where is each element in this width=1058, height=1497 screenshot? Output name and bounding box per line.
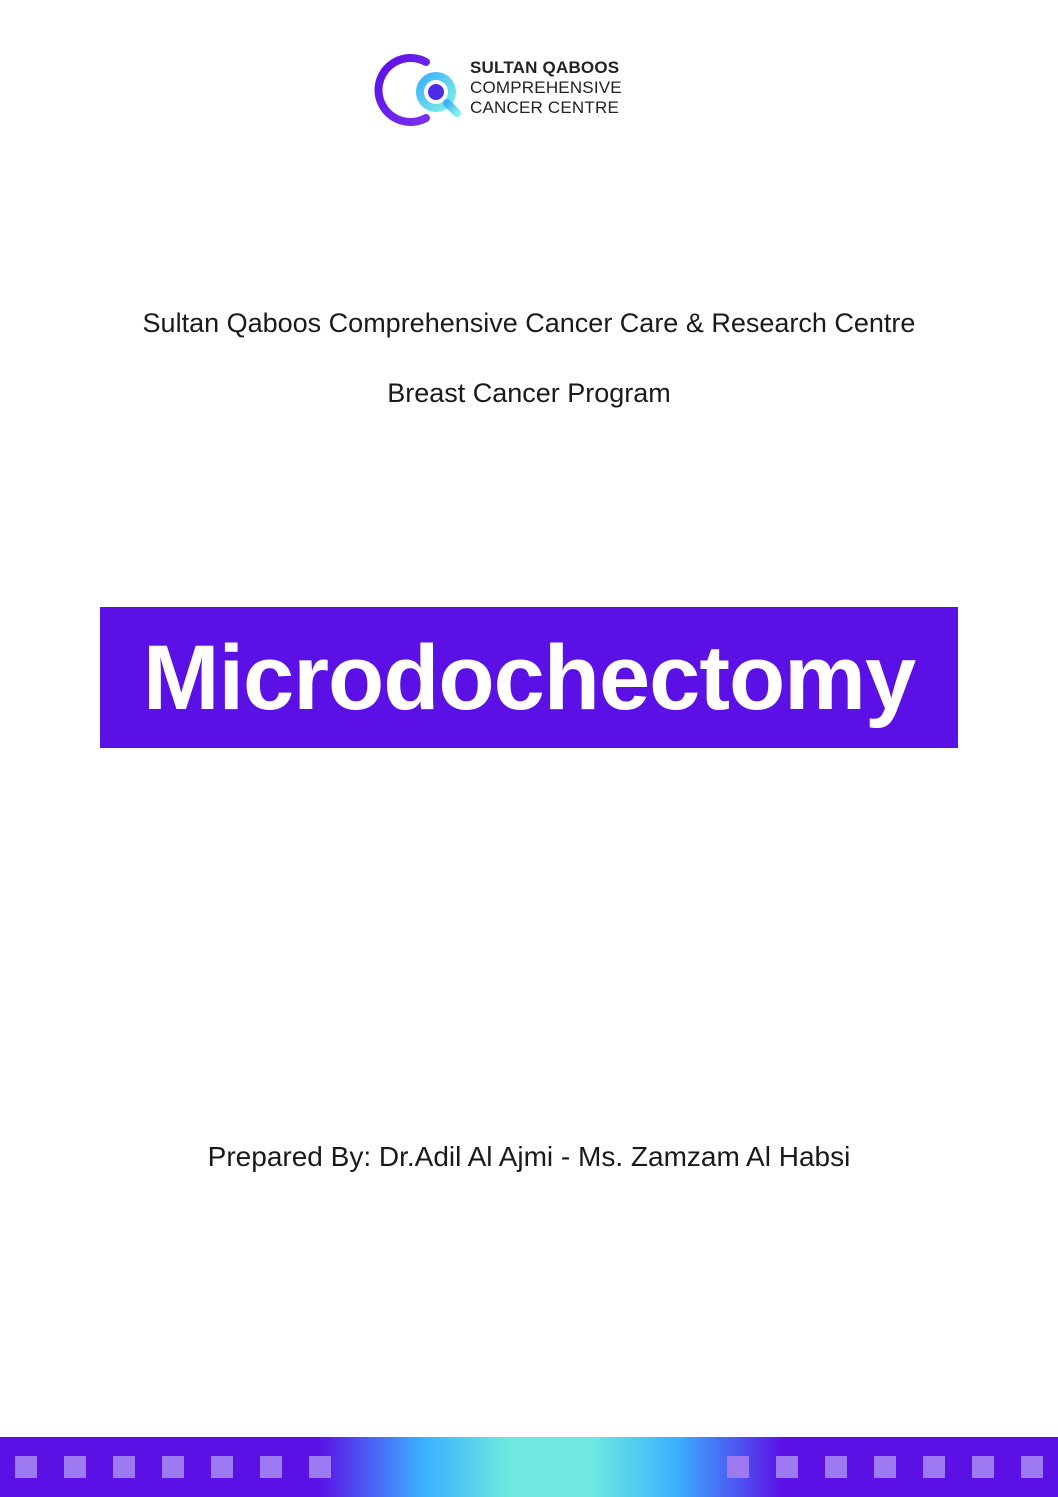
footer-square <box>972 1456 994 1478</box>
footer-square <box>260 1456 282 1478</box>
footer-square <box>923 1456 945 1478</box>
footer-square <box>309 1456 331 1478</box>
document-title: Microdochectomy <box>142 626 916 729</box>
footer-decorative-band <box>0 1437 1058 1497</box>
logo-line-3: CANCER CENTRE <box>470 98 620 117</box>
magnifier-c-logo-icon <box>368 50 464 130</box>
program-name: Breast Cancer Program <box>387 378 671 408</box>
footer-square <box>211 1456 233 1478</box>
organization-logo <box>368 50 638 130</box>
footer-square <box>776 1456 798 1478</box>
footer-square <box>825 1456 847 1478</box>
title-banner <box>100 607 958 748</box>
footer-square <box>1021 1456 1043 1478</box>
logo-line-1: SULTAN QABOOS <box>470 58 620 77</box>
logo-line-2: COMPREHENSIVE <box>470 78 622 97</box>
footer-square <box>874 1456 896 1478</box>
logo-wordmark <box>470 58 622 118</box>
footer-square <box>162 1456 184 1478</box>
footer-square <box>64 1456 86 1478</box>
footer-square <box>113 1456 135 1478</box>
prepared-by: Prepared By: Dr.Adil Al Ajmi - Ms. Zamzam Al Habsi <box>207 1141 851 1172</box>
footer-square <box>727 1456 749 1478</box>
organization-name: Sultan Qaboos Comprehensive Cancer Care & Research Centre <box>142 308 916 338</box>
footer-square <box>15 1456 37 1478</box>
